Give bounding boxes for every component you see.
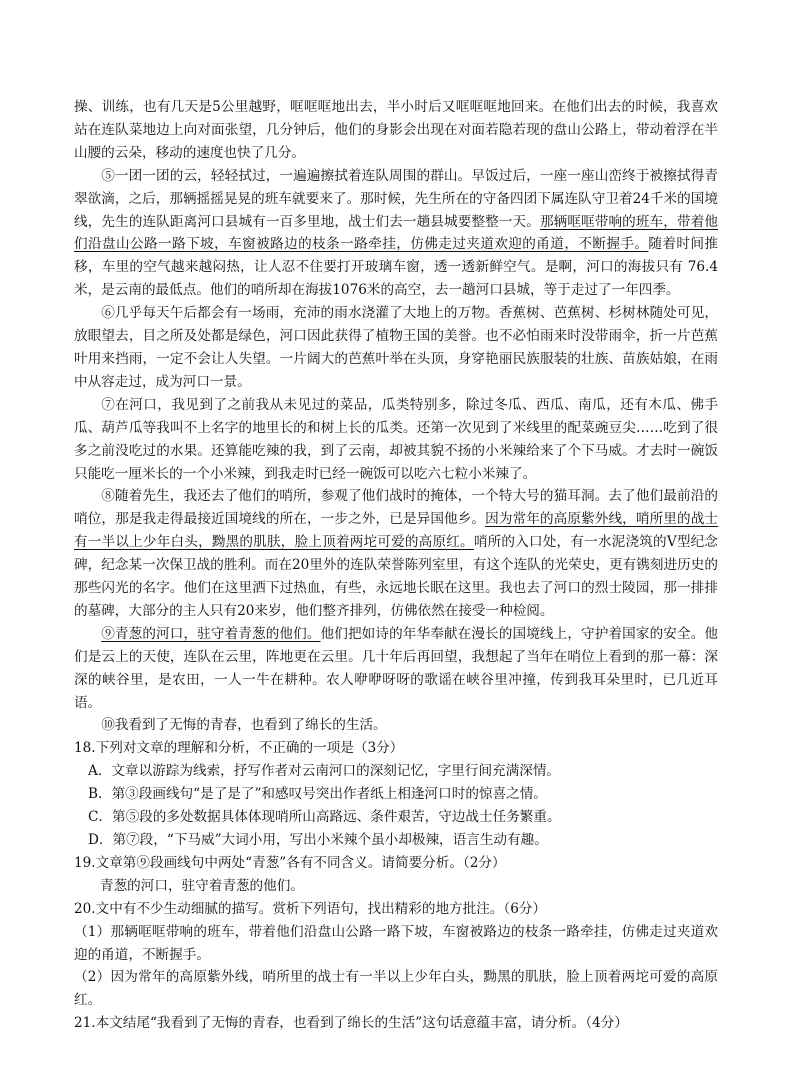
paragraph-9 — [74, 623, 718, 715]
paragraph-8-text-a: ⑧随着先生，我还去了他们的哨所，参观了他们战时的掩体，一个特大号的猫耳洞。去了他们最前沿的哨位，那是我走得最接近国境线的所在，一步之外，已是异国他乡。 — [74, 488, 718, 528]
paragraph-8-underlined: 因为常年的高原紫外线，哨所里的战士有一半以上少年白头，黝黑的肌肤，脸上顶着两坨可爱的高原红。 — [74, 511, 719, 551]
question-18: 18.下列对文章的理解和分析，不正确的一项是（3分） — [74, 740, 404, 757]
paragraph-5-text-b: 随着时间推移，车里的空气越来越闷热，让人忍不住要打开玻璃车窗，透一透新鲜空气。是啊，河口的海拔只有 76.4米，是云南的最低点。他们的哨所却在海拔1076米的高空，去一趟河口县城，等于走过了一年四季。 — [74, 236, 719, 299]
paragraph-5-text-a: ⑤一团一团的云，轻轻拭过，一遍遍擦拭着连队周围的群山。早饭过后，一座一座山峦终于被擦拭得青翠欲滴，之后，那辆摇摇晃晃的班车就要来了。那时候，先生所在的守备四团下属连队守卫着24千米的国境线，先生的连队距离河口县城有一百多里地，战士们去一趟县城要整整一天。 — [74, 167, 718, 230]
paragraph-9-text: 他们把如诗的年华奉献在漫长的国境线上，守护着国家的安全。他们是云上的天使，连队在云里，阵地更在云里。几十年后再回望，我想起了当年在哨位上看到的那一幕：深深的峡谷里，是农田，一人一牛在耕种。农人咿咿呀呀的歌谣在峡谷里冲撞，传到我耳朵里时，已几近耳语。 — [74, 625, 719, 711]
question-19: 19.文章第⑨段画线句中两处“青葱”各有不同含义。请简要分析。（2分） — [74, 854, 506, 871]
question-20: 20.文中有不少生动细腻的描写。赏析下列语句，找出精彩的地方批注。（6分） — [74, 900, 547, 917]
paragraph-8 — [74, 485, 718, 622]
exam-page — [74, 96, 718, 1035]
question-19-quote: 青葱的河口，驻守着青葱的他们。 — [100, 877, 304, 894]
paragraph-10: ⑩我看到了无悔的青春，也看到了绵长的生活。 — [101, 717, 387, 734]
question-18-option-d: D．第⑦段，“下马威”大词小用，写出小米辣个虽小却极辣，语言生动有趣。 — [88, 832, 548, 848]
paragraph-5-underlined: 那辆哐哐带响的班车，带着他们沿盘山公路一路下坡，车窗被路边的枝条一路牵挂，仿佛走过夹道欢迎的甬道，不断握手。 — [74, 213, 718, 253]
question-21: 21.本文结尾“我看到了无悔的青春，也看到了绵长的生活”这句话意蕴丰富，请分析。（4分） — [74, 1015, 628, 1032]
question-18-option-c: C．第⑤段的多处数据具体体现哨所山高路远、条件艰苦，守边战士任务繁重。 — [88, 809, 561, 826]
paragraph-5 — [74, 165, 718, 302]
paragraph-7: ⑦在河口，我见到了之前我从未见过的菜品，瓜类特别多，除过冬瓜、西瓜、南瓜，还有木瓜、佛手瓜、葫芦瓜等我叫不上名字的地里长的和树上长的瓜类。还第一次见到了米线里的配菜豌豆尖……吃到了很多之前没吃过的水果。还算能吃辣的我，到了云南，却被其貌不扬的小米辣给来了个下马威。才去时一碗饭只能吃一厘米长的一个小米辣，到我走时已经一碗饭可以吃六七粒小米辣了。 — [74, 396, 718, 482]
paragraph-continued: 操、训练，也有几天是5公里越野，哐哐哐地出去，半小时后又哐哐哐地回来。在他们出去的时候，我喜欢站在连队菜地边上向对面张望，几分钟后，他们的身影会出现在对面若隐若现的盘山公路上，带动着浮在半山腰的云朵，移动的速度也快了几分。 — [74, 99, 718, 161]
question-20-item-2: （2）因为常年的高原紫外线，哨所里的战士有一半以上少年白头，黝黑的肌肤，脸上顶着两坨可爱的高原红。 — [74, 969, 718, 1009]
paragraph-8-text-b: 哨所的入口处，有一水泥浇筑的V型纪念碑，纪念某一次保卫战的胜利。而在20里外的连队荣誉陈列室里，有这个连队的光荣史，更有镌刻进历史的那些闪光的名字。他们在这里洒下过热血，有些，永远地长眠在这里。我也去了河口的烈士陵园，那一排排的墓碑，大部分的主人只有20来岁，他们整齐排列，仿佛依然在接受一种检阅。 — [74, 534, 718, 619]
question-20-item-1: （1）那辆哐哐带响的班车，带着他们沿盘山公路一路下坡，车窗被路边的枝条一路牵挂，仿佛走过夹道欢迎的甬道，不断握手。 — [74, 923, 718, 963]
paragraph-6: ⑥几乎每天午后都会有一场雨，充沛的雨水浇灌了大地上的万物。香蕉树、芭蕉树、杉树林随处可见，放眼望去，目之所及处都是绿色，河口因此获得了植物王国的美誉。也不必怕雨来时没带雨伞，折一片芭蕉叶用来挡雨，一定不会让人失望。一片阔大的芭蕉叶举在头顶，身穿艳丽民族服装的壮族、苗族姑娘，在雨中从容走过，成为河口一景。 — [74, 305, 718, 390]
question-18-option-b: B．第③段画线句“是了是了”和感叹号突出作者纸上相逢河口时的惊喜之情。 — [88, 786, 547, 803]
paragraph-9-underlined: ⑨青葱的河口，驻守着青葱的他们。 — [101, 625, 321, 642]
question-18-option-a: A．文章以游踪为线索，抒写作者对云南河口的深刻记忆，字里行间充满深情。 — [88, 763, 561, 780]
